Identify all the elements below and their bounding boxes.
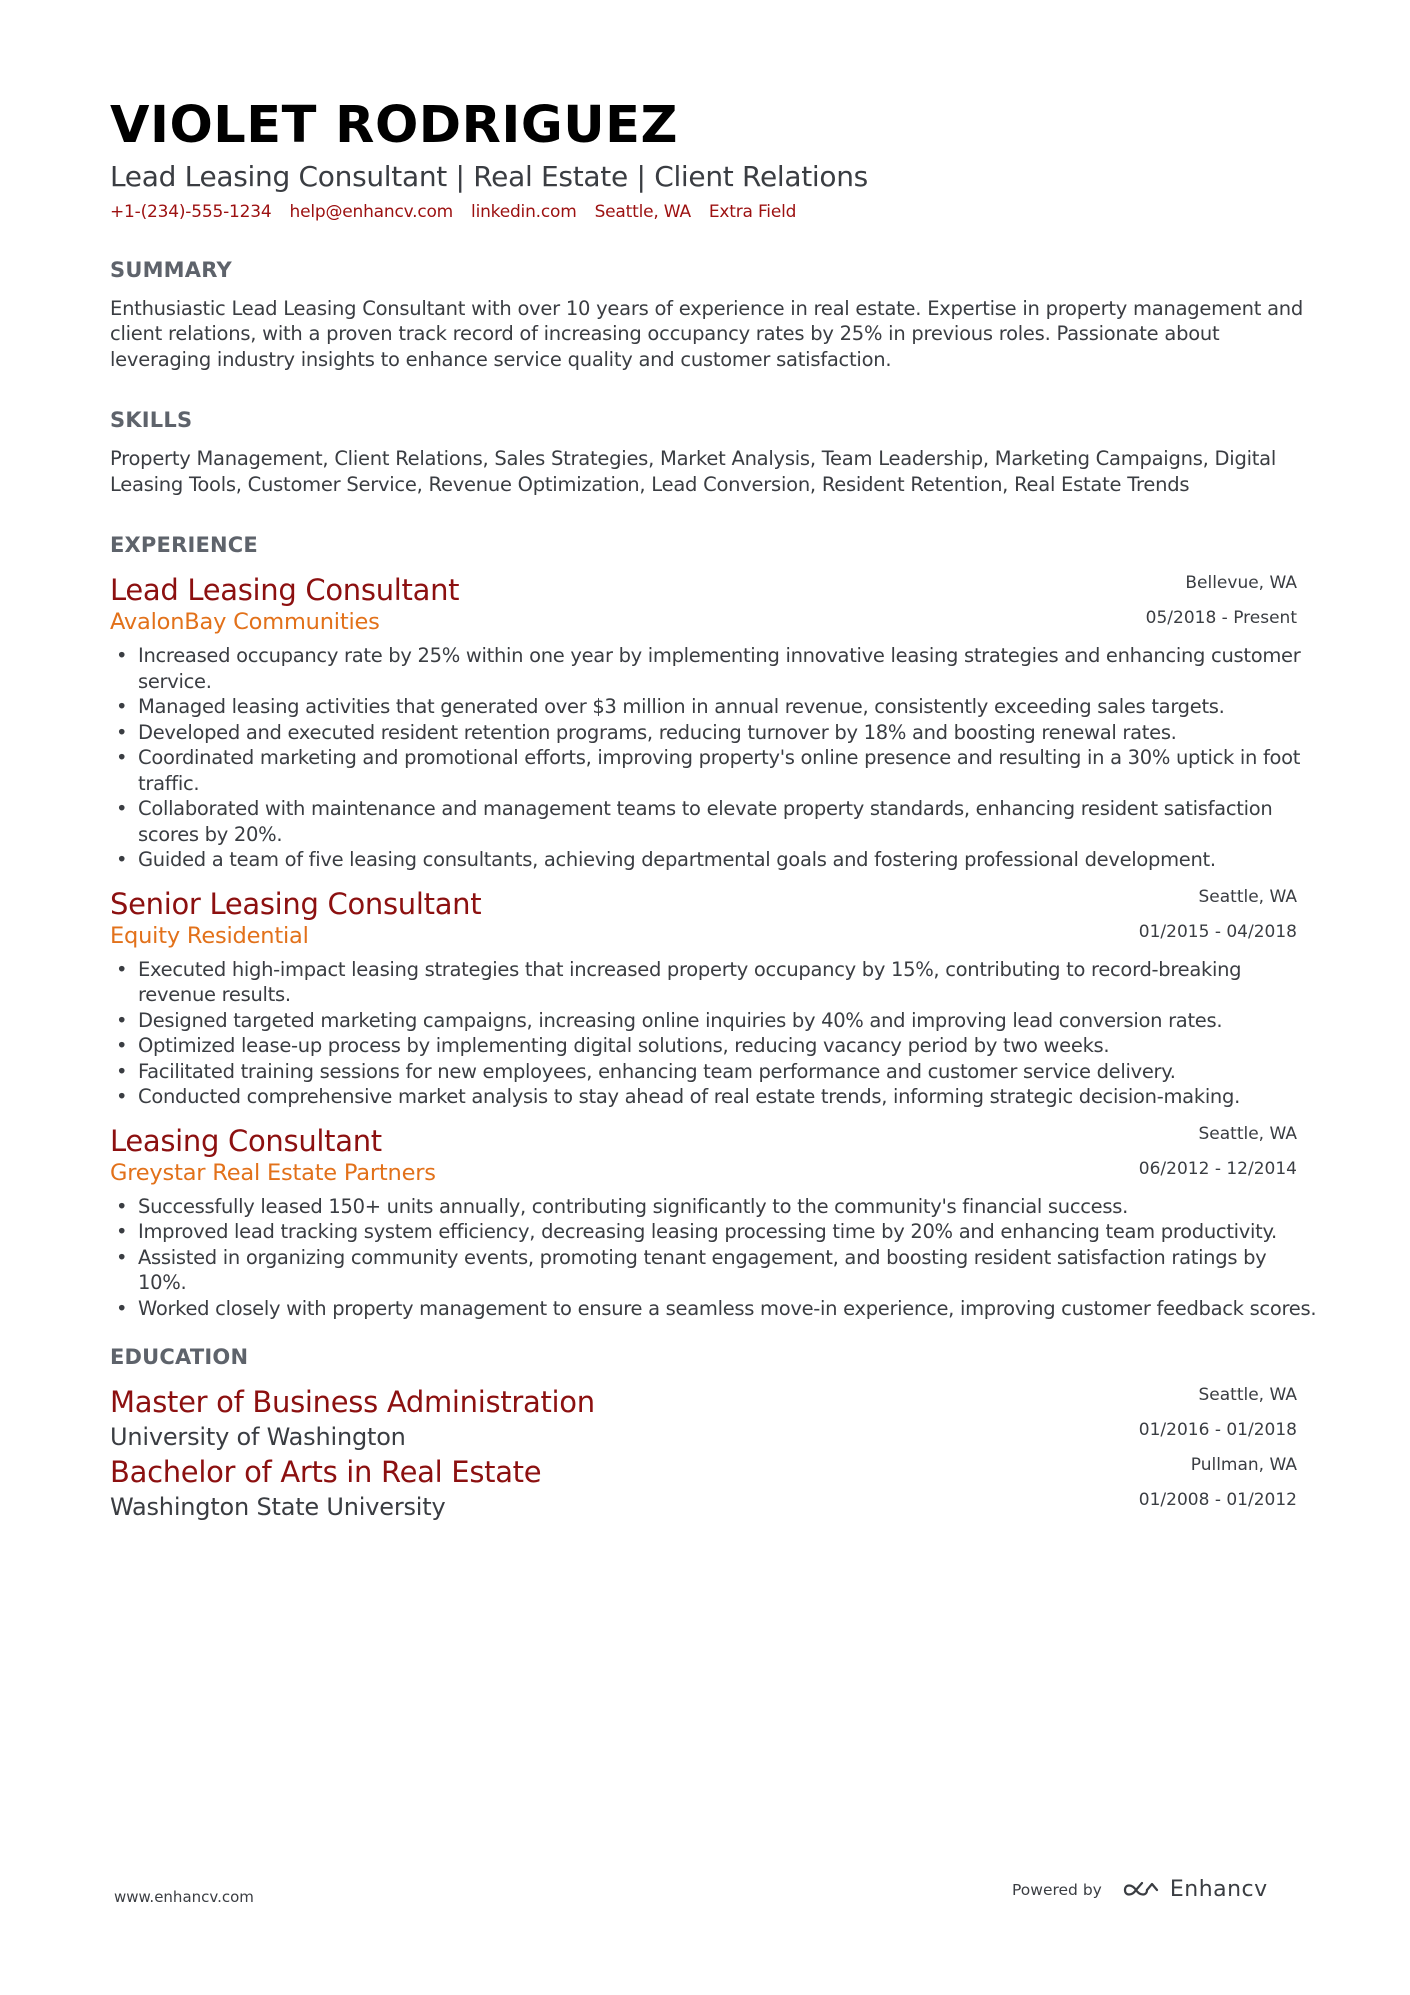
achievement-item: • Coordinated marketing and promotional efforts, improving property's online presence and resulting in a 30% uptick in foot traffic.: [110, 745, 1320, 796]
achievement-item: • Successfully leased 150+ units annually, contributing significantly to the community's financial success.: [110, 1194, 1320, 1220]
brand-name: Enhancv: [1169, 1877, 1268, 1902]
achievement-item: • Collaborated with maintenance and management teams to elevate property standards, enhancing resident satisfaction scores by 20%.: [110, 796, 1320, 847]
candidate-name: VIOLET RODRIGUEZ: [110, 96, 678, 155]
achievement-item: • Assisted in organizing community events, promoting tenant engagement, and boosting resident satisfaction ratings by 10%.: [110, 1245, 1320, 1296]
achievement-list: [110, 1194, 1317, 1322]
school-name: University of Washington: [110, 1423, 406, 1452]
achievement-item: • Managed leasing activities that generated over $3 million in annual revenue, consistently exceeding sales targets.: [110, 694, 1320, 720]
achievement-item: • Executed high-impact leasing strategies that increased property occupancy by 15%, contributing to record-breaking revenue results.: [110, 957, 1320, 1008]
job-location: Seattle, WA: [1198, 886, 1297, 907]
education-entry-header: [110, 1453, 1307, 1522]
job-dates: 01/2015 - 04/2018: [1138, 921, 1297, 942]
skills-text: Property Management, Client Relations, Sales Strategies, Market Analysis, Team Leadership, Marketing Campaigns, Digital Leasing Tools, Customer Service, Revenue Optimization, Lead Conversion, Resident Retention, Real Estate Trends: [110, 447, 1276, 496]
degree-title: Master of Business Administration: [110, 1385, 595, 1420]
job-title: Leasing Consultant: [110, 1123, 382, 1158]
job-title: Lead Leasing Consultant: [110, 573, 460, 608]
contact-linkedin[interactable]: linkedin.com: [471, 201, 577, 222]
achievement-item: • Designed targeted marketing campaigns, increasing online inquiries by 40% and improving lead conversion rates.: [110, 1008, 1320, 1034]
powered-by-label: Powered by: [1012, 1880, 1102, 1899]
job-title: Senior Leasing Consultant: [110, 886, 482, 921]
company-name: Equity Residential: [110, 922, 309, 949]
contact-phone[interactable]: +1-(234)-555-1234: [110, 201, 272, 222]
job-dates: 05/2018 - Present: [1145, 608, 1297, 629]
education-entry-header: [110, 1383, 1307, 1452]
skills-heading: SKILLS: [110, 408, 193, 433]
company-name: Greystar Real Estate Partners: [110, 1159, 436, 1186]
experience-heading: EXPERIENCE: [110, 533, 258, 558]
contact-location: Seattle, WA: [594, 201, 691, 222]
brand-logo[interactable]: [1122, 1877, 1268, 1902]
summary-heading: SUMMARY: [110, 257, 232, 282]
education-entry: [110, 1383, 1307, 1452]
achievement-item: • Facilitated training sessions for new employees, enhancing team performance and customer service delivery.: [110, 1059, 1320, 1085]
achievement-list: [110, 643, 1307, 873]
degree-title: Bachelor of Arts in Real Estate: [110, 1455, 542, 1490]
contact-email[interactable]: help@enhancv.com: [289, 201, 454, 222]
education-list: [110, 1383, 1307, 1522]
achievement-list: [110, 957, 1307, 1110]
contact-extra: Extra Field: [708, 201, 797, 222]
achievement-item: • Increased occupancy rate by 25% within one year by implementing innovative leasing strategies and enhancing customer service.: [110, 643, 1320, 694]
enhancv-logo-icon: [1122, 1879, 1160, 1901]
company-name: AvalonBay Communities: [110, 609, 380, 636]
job-dates: 06/2012 - 12/2014: [1138, 1158, 1297, 1179]
achievement-item: • Developed and executed resident retention programs, reducing turnover by 18% and boosting renewal rates.: [110, 720, 1320, 746]
summary-text: Enthusiastic Lead Leasing Consultant with over 10 years of experience in real estate. Expertise in property management and client relations, with a proven track record of increasing occupancy rates by 25% in previous roles. Passionate about leveraging industry insights to enhance service quality and customer satisfaction.: [110, 296, 1304, 371]
headline: Lead Leasing Consultant | Real Estate | Client Relations: [110, 160, 868, 194]
footer-website[interactable]: www.enhancv.com: [114, 1888, 254, 1906]
experience-entry-header: [110, 885, 1307, 949]
job-location: Bellevue, WA: [1185, 573, 1297, 594]
education-entry: [110, 1453, 1307, 1522]
experience-entry: [110, 1122, 1317, 1322]
achievement-item: • Improved lead tracking system efficiency, decreasing leasing processing time by 20% and enhancing team productivity.: [110, 1219, 1320, 1245]
experience-entry-header: [110, 571, 1307, 635]
achievement-item: • Worked closely with property management to ensure a seamless move-in experience, improving customer feedback scores.: [110, 1296, 1320, 1322]
experience-list: [110, 571, 1317, 1321]
education-dates: 01/2016 - 01/2018: [1138, 1420, 1297, 1441]
experience-entry: [110, 885, 1307, 1110]
education-location: Seattle, WA: [1198, 1385, 1297, 1406]
contact-row: [110, 202, 1307, 222]
school-name: Washington State University: [110, 1493, 446, 1522]
education-heading: EDUCATION: [110, 1345, 249, 1370]
education-dates: 01/2008 - 01/2012: [1138, 1490, 1297, 1511]
footer-branding: [1012, 1877, 1268, 1902]
achievement-item: • Optimized lease-up process by implementing digital solutions, reducing vacancy period by two weeks.: [110, 1033, 1320, 1059]
experience-entry-header: [110, 1122, 1307, 1186]
resume-page: [110, 96, 1317, 1523]
job-location: Seattle, WA: [1198, 1123, 1297, 1144]
achievement-item: • Conducted comprehensive market analysis to stay ahead of real estate trends, informing strategic decision-making.: [110, 1084, 1320, 1110]
achievement-item: • Guided a team of five leasing consultants, achieving departmental goals and fostering professional development.: [110, 847, 1320, 873]
experience-entry: [110, 571, 1307, 873]
education-location: Pullman, WA: [1190, 1455, 1297, 1476]
